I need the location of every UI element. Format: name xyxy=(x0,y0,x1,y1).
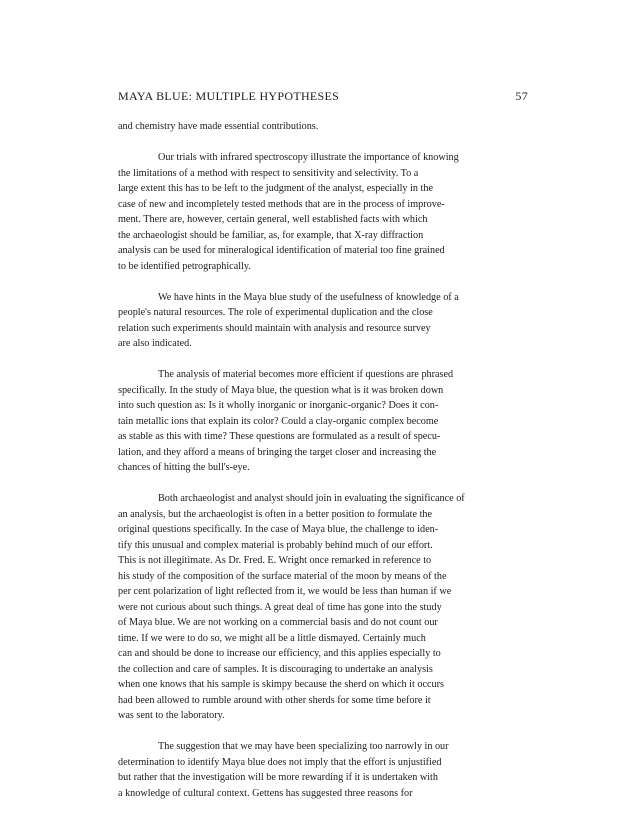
text-line: relation such experiments should maintain with analysis and resource survey xyxy=(118,322,431,334)
text-line: The suggestion that we may have been specializing too narrowly in our xyxy=(158,741,449,752)
text-line: time. If we were to do so, we might all be a little dismayed. Certainly much xyxy=(118,632,426,644)
text-line: had been allowed to rumble around with other sherds for some time before it xyxy=(118,694,431,706)
text-line: We have hints in the Maya blue study of the usefulness of knowledge of a xyxy=(158,291,459,303)
text-line: when one knows that his sample is skimpy because the sherd on which it occurs xyxy=(118,679,444,690)
text-line: an analysis, but the archaeologist is often in a better position to formulate the xyxy=(118,508,433,520)
text-line: and chemistry have made essential contributions. xyxy=(118,121,319,132)
paragraph xyxy=(118,739,533,801)
paragraph xyxy=(118,491,533,724)
text-line: specifically. In the study of Maya blue, the question what is it was broken down xyxy=(118,384,444,396)
text-line: per cent polarization of light reflected from it, we would be less than human if we xyxy=(118,586,452,597)
text-line: were not curious about such things. A great deal of time has gone into the study xyxy=(118,601,442,613)
text-line: the archaeologist should be familiar, as, for example, that X-ray diffraction xyxy=(118,229,424,241)
text-line: analysis can be used for mineralogical identification of material too fine grained xyxy=(118,245,445,256)
text-line: determination to identify Maya blue does not imply that the effort is unjustified xyxy=(118,756,442,768)
text-line: This is not illegitimate. As Dr. Fred. E. Wright once remarked in reference to xyxy=(118,555,432,566)
page-number: 57 xyxy=(515,89,528,103)
text-line: can and should be done to increase our efficiency, and this applies especially to xyxy=(118,648,441,659)
paragraph xyxy=(118,150,533,274)
text-line: was sent to the laboratory. xyxy=(118,710,225,721)
body-text xyxy=(118,119,533,801)
text-line: are also indicated. xyxy=(118,338,192,349)
text-line: case of new and incompletely tested methods that are in the process of improve- xyxy=(118,198,445,210)
paragraph xyxy=(118,119,533,135)
text-line: Our trials with infrared spectroscopy illustrate the importance of knowing xyxy=(158,152,459,163)
text-line: people's natural resources. The role of experimental duplication and the close xyxy=(118,307,433,318)
text-line: to be identified petrographically. xyxy=(118,260,251,272)
text-line: large extent this has to be left to the judgment of the analyst, especially in the xyxy=(118,183,433,194)
text-line: Both archaeologist and analyst should join in evaluating the significance of xyxy=(158,493,465,504)
text-line: but rather that the investigation will be more rewarding if it is undertaken with xyxy=(118,772,438,783)
text-line: the collection and care of samples. It is discouraging to undertake an analysis xyxy=(118,663,433,675)
text-line: original questions specifically. In the case of Maya blue, the challenge to iden- xyxy=(118,524,439,535)
paragraph xyxy=(118,367,533,476)
text-line: of Maya blue. We are not working on a commercial basis and do not count our xyxy=(118,617,438,628)
text-line: tify this unusual and complex material is probably behind much of our effort. xyxy=(118,539,433,551)
text-line: ment. There are, however, certain general, well established facts with which xyxy=(118,214,428,225)
text-line: chances of hitting the bull's-eye. xyxy=(118,462,250,473)
text-line: as stable as this with time? These questions are formulated as a result of specu- xyxy=(118,431,441,442)
text-line: into such question as: Is it wholly inorganic or inorganic-organic? Does it con- xyxy=(118,400,439,411)
text-line: lation, and they afford a means of bringing the target closer and increasing the xyxy=(118,446,437,458)
text-line: his study of the composition of the surface material of the moon by means of the xyxy=(118,570,447,582)
paragraph xyxy=(118,290,533,352)
text-line: tain metallic ions that explain its color? Could a clay-organic complex become xyxy=(118,415,439,427)
running-head xyxy=(118,89,528,107)
text-line: the limitations of a method with respect to sensitivity and selectivity. To a xyxy=(118,167,419,179)
running-head-title: MAYA BLUE: MULTIPLE HYPOTHESES xyxy=(118,89,340,103)
text-line: The analysis of material becomes more efficient if questions are phrased xyxy=(158,369,454,380)
text-line: a knowledge of cultural context. Gettens has suggested three reasons for xyxy=(118,787,413,799)
